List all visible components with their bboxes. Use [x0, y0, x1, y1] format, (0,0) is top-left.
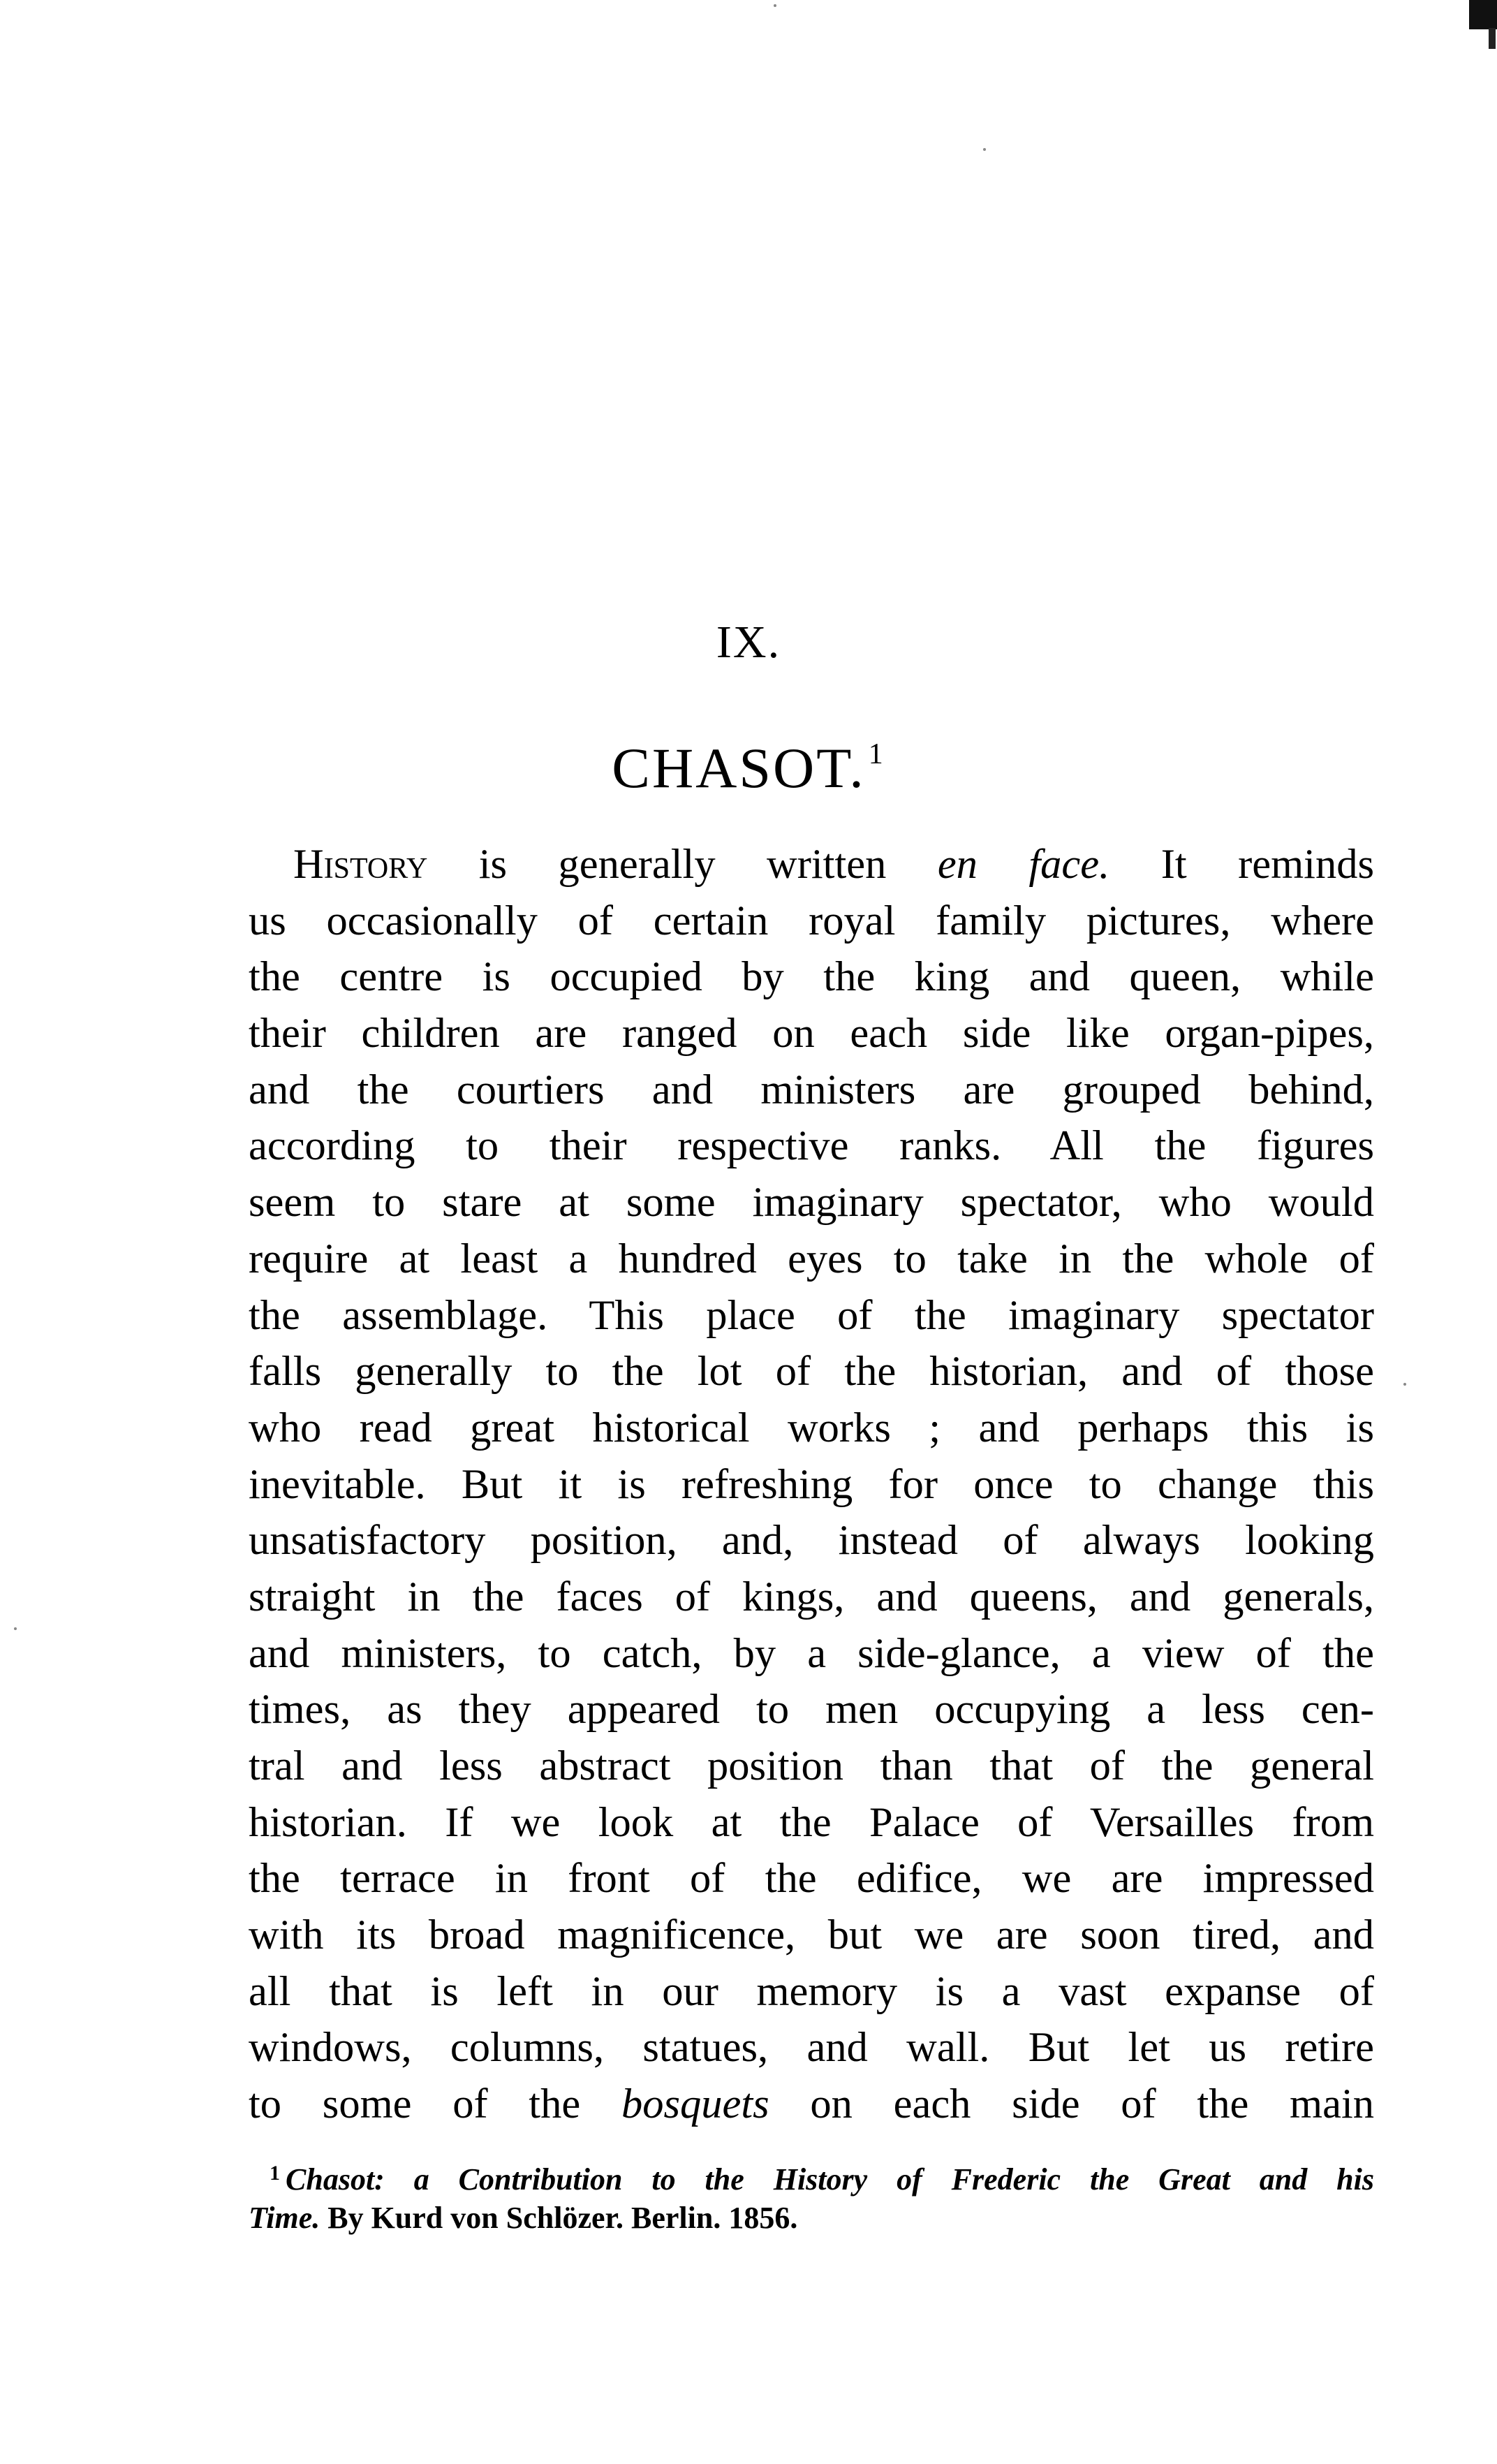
text-line: all that is left in our memory is a vast expanse of	[249, 1967, 1374, 2015]
footnote-citation-details: By Kurd von Schlözer. Berlin. 1856.	[320, 2201, 798, 2235]
scan-speck	[774, 4, 776, 7]
text-line: times, as they appeared to men occupying a less cen-	[249, 1686, 1374, 1733]
footnote-reference[interactable]: 1	[868, 738, 885, 770]
footnote-citation-title-end: Time.	[249, 2201, 320, 2235]
text-line: tral and less abstract position than that of the general	[249, 1743, 1374, 1789]
scan-speck	[14, 1627, 17, 1630]
text-line: and ministers, to catch, by a side-glance, a view of the	[249, 1629, 1374, 1677]
scan-speck	[1403, 1383, 1406, 1386]
footnote-citation-title: Chasot: a Contribution to the History of Frederic the Great and his	[286, 2162, 1374, 2197]
chapter-title	[0, 719, 1497, 803]
text-segment: to some of the	[249, 2081, 621, 2128]
text-line: us occasionally of certain royal family pictures, where	[249, 897, 1374, 944]
text-line: falls generally to the lot of the historian, and of those	[249, 1348, 1374, 1395]
text-segment: is generally written	[427, 841, 938, 888]
text-line: their children are ranged on each side like organ-pipes,	[249, 1010, 1374, 1057]
text-line: seem to stare at some imaginary spectator, who would	[249, 1179, 1374, 1226]
text-line: the terrace in front of the edifice, we are impressed	[249, 1855, 1374, 1902]
text-line: windows, columns, statues, and wall. But let us retire	[249, 2024, 1374, 2071]
text-line: inevitable. But it is refreshing for once to change this	[249, 1460, 1374, 1508]
text-line	[249, 2076, 1374, 2133]
text-line: require at least a hundred eyes to take in the whole of	[249, 1235, 1374, 1282]
text-line: who read great historical works ; and perhaps this is	[249, 1404, 1374, 1451]
text-line: historian. If we look at the Palace of Versailles from	[249, 1798, 1374, 1846]
styled-text: en face.	[937, 841, 1110, 888]
text-line: and the courtiers and ministers are grouped behind,	[249, 1066, 1374, 1113]
body-paragraph	[249, 837, 1374, 2133]
footnote-line	[249, 2151, 1374, 2196]
text-line: with its broad magnificence, but we are soon tired, and	[249, 1912, 1374, 1959]
styled-text: History	[293, 841, 428, 888]
footnote-line	[249, 2196, 1374, 2241]
styled-text: bosquets	[621, 2081, 769, 2128]
text-line: according to their respective ranks. All the figures	[249, 1122, 1374, 1170]
text-segment: on each side of the main	[769, 2081, 1375, 2128]
chapter-number: IX.	[716, 617, 781, 668]
chapter-title-text: CHASOT.	[612, 736, 866, 800]
text-line: unsatisfactory position, and, instead of always looking	[249, 1517, 1374, 1564]
text-line: the centre is occupied by the king and queen, while	[249, 953, 1374, 1001]
scan-speck	[983, 148, 986, 151]
scan-artifact	[1489, 28, 1496, 49]
text-line	[249, 837, 1374, 893]
text-segment: It reminds	[1109, 841, 1374, 888]
text-line: straight in the faces of kings, and queens, and generals,	[249, 1573, 1374, 1620]
scan-artifact	[1469, 0, 1497, 29]
footnote	[249, 2151, 1374, 2241]
footnote-marker: 1	[270, 2162, 280, 2185]
text-line: the assemblage. This place of the imaginary spectator	[249, 1291, 1374, 1339]
